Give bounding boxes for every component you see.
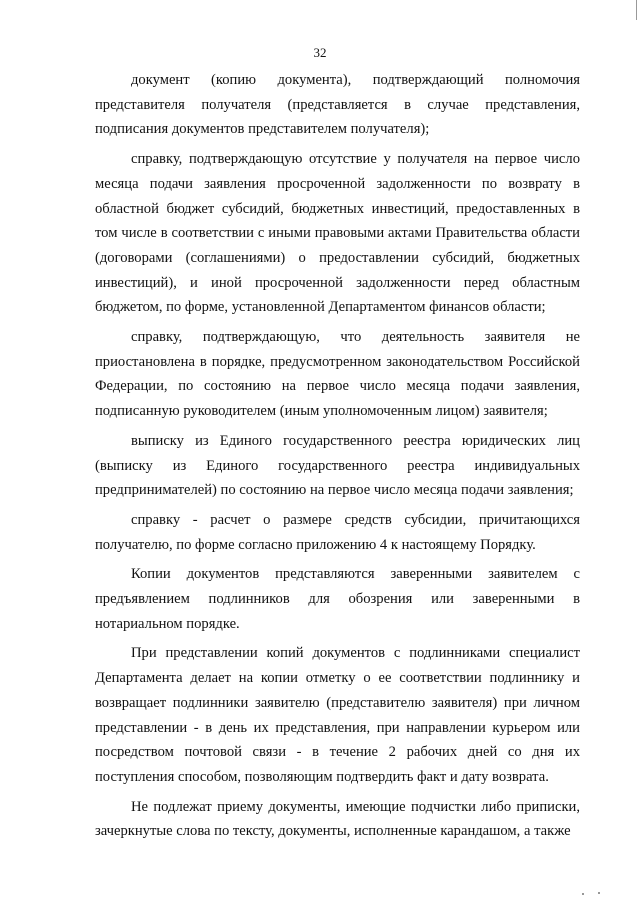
page-number: 32 <box>313 45 327 60</box>
paragraph-rejection-conditions: Не подлежат приему документы, имеющие подчистки либо приписки, зачеркнутые слова по тексту, документы, исполненные карандашом, а также <box>95 798 580 840</box>
paragraph-copy-verification: При представлении копий документов с подлинниками специалист Департамента делает на копии отметку о ее соответствии подлиннику и возвращает подлинники заявителю (представителю заявителя) при личном представлении - в день их представления, при направлении курьером или посредством почтовой связи - в течение 2 рабочих дней со дня их поступления способом, позволяющим подтвердить факт и дату возврата. <box>95 645 580 785</box>
scan-dot-mark <box>598 892 600 894</box>
paragraph-activity-certificate: справку, подтверждающую, что деятельность заявителя не приостановлена в порядке, предусмотренном законодательством Российской Федерации, по состоянию на первое число месяца подачи заявления, подписанную руководителем (иным уполномоченным лицом) заявителя; <box>95 329 580 420</box>
paragraph-subsidy-calculation: справку - расчет о размере средств субсидии, причитающихся получателю, по форме согласно приложению 4 к настоящему Порядку. <box>95 511 580 553</box>
scan-edge-mark <box>636 0 637 20</box>
paragraph-representative-document: документ (копию документа), подтверждающий полномочия представителя получателя (представляется в случае представления, подписания документов представителем получателя); <box>95 72 580 138</box>
paragraph-debt-certificate: справку, подтверждающую отсутствие у получателя на первое число месяца подачи заявления просроченной задолженности по возврату в областной бюджет субсидий, бюджетных инвестиций, предоставленных в том числе в соответствии с иными правовыми актами Правительства области (договорами (соглашениями) о предоставлении субсидий, бюджетных инвестиций), и иной просроченной задолженности перед областным бюджетом, по форме, установленной Департаментом финансов области; <box>95 151 580 316</box>
paragraph-registry-extract: выписку из Единого государственного реестра юридических лиц (выписку из Единого государственного реестра индивидуальных предпринимателей) по состоянию на первое число месяца подачи заявления; <box>95 432 580 499</box>
scan-dot-mark <box>582 893 584 895</box>
document-body <box>95 68 580 849</box>
paragraph-certified-copies: Копии документов представляются заверенными заявителем с предъявлением подлинников для обозрения или заверенными в нотариальном порядке. <box>95 566 580 632</box>
